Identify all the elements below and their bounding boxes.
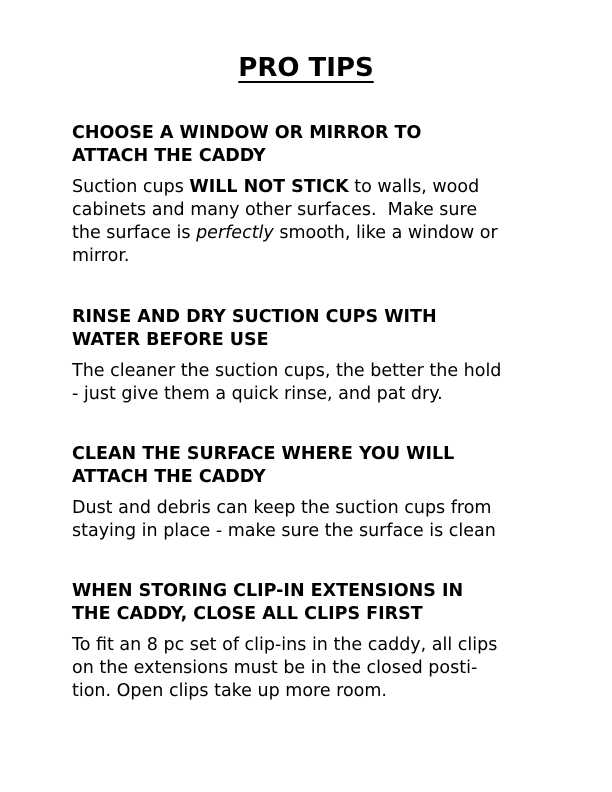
tip-heading-line: WATER BEFORE USE bbox=[72, 330, 269, 350]
tip-body-text: smooth, like a window or bbox=[273, 223, 498, 243]
tip-body-text: Dust and debris can keep the suction cups from bbox=[72, 498, 492, 518]
tip-body-text: to walls, wood bbox=[348, 177, 480, 197]
tip-heading-line: WHEN STORING CLIP-IN EXTENSIONS IN bbox=[72, 581, 464, 601]
tip-heading-line: ATTACH THE CADDY bbox=[72, 467, 266, 487]
tip-clean-surface bbox=[72, 443, 552, 543]
tip-body-text: mirror. bbox=[72, 246, 130, 266]
tip-body-text: on the extensions must be in the closed posti- bbox=[72, 658, 478, 678]
tip-choose-window bbox=[72, 122, 552, 268]
tip-body bbox=[72, 634, 552, 703]
tip-body-text: the surface is bbox=[72, 223, 197, 243]
tip-heading-line: THE CADDY, CLOSE ALL CLIPS FIRST bbox=[72, 604, 423, 624]
tip-body-text: Suction cups bbox=[72, 177, 190, 197]
tip-storing-clip-ins bbox=[72, 580, 552, 703]
page-title-text: PRO TIPS bbox=[238, 53, 374, 83]
tip-body-text: tion. Open clips take up more room. bbox=[72, 681, 387, 701]
tip-heading bbox=[72, 122, 552, 168]
tip-heading bbox=[72, 580, 552, 626]
tip-body bbox=[72, 360, 552, 406]
tip-body-emphasis: WILL NOT STICK bbox=[189, 177, 349, 197]
tip-body-text: The cleaner the suction cups, the better the hold bbox=[72, 361, 502, 381]
page-title bbox=[0, 52, 612, 84]
tip-heading-line: ATTACH THE CADDY bbox=[72, 146, 266, 166]
tip-body-text: - just give them a quick rinse, and pat dry. bbox=[72, 384, 443, 404]
tip-body-italic: perfectly bbox=[196, 223, 274, 243]
tip-rinse-dry bbox=[72, 306, 552, 406]
tip-body-text: To fit an 8 pc set of clip-ins in the caddy, all clips bbox=[72, 635, 498, 655]
tip-heading bbox=[72, 443, 552, 489]
tip-heading-line: CLEAN THE SURFACE WHERE YOU WILL bbox=[72, 444, 455, 464]
tip-heading-line: CHOOSE A WINDOW OR MIRROR TO bbox=[72, 123, 422, 143]
tip-body-text: staying in place - make sure the surface is clean bbox=[72, 521, 496, 541]
tip-body-text: cabinets and many other surfaces. Make sure bbox=[72, 200, 478, 220]
tip-body bbox=[72, 497, 552, 543]
tip-heading bbox=[72, 306, 552, 352]
tip-heading-line: RINSE AND DRY SUCTION CUPS WITH bbox=[72, 307, 437, 327]
tip-body bbox=[72, 176, 552, 268]
